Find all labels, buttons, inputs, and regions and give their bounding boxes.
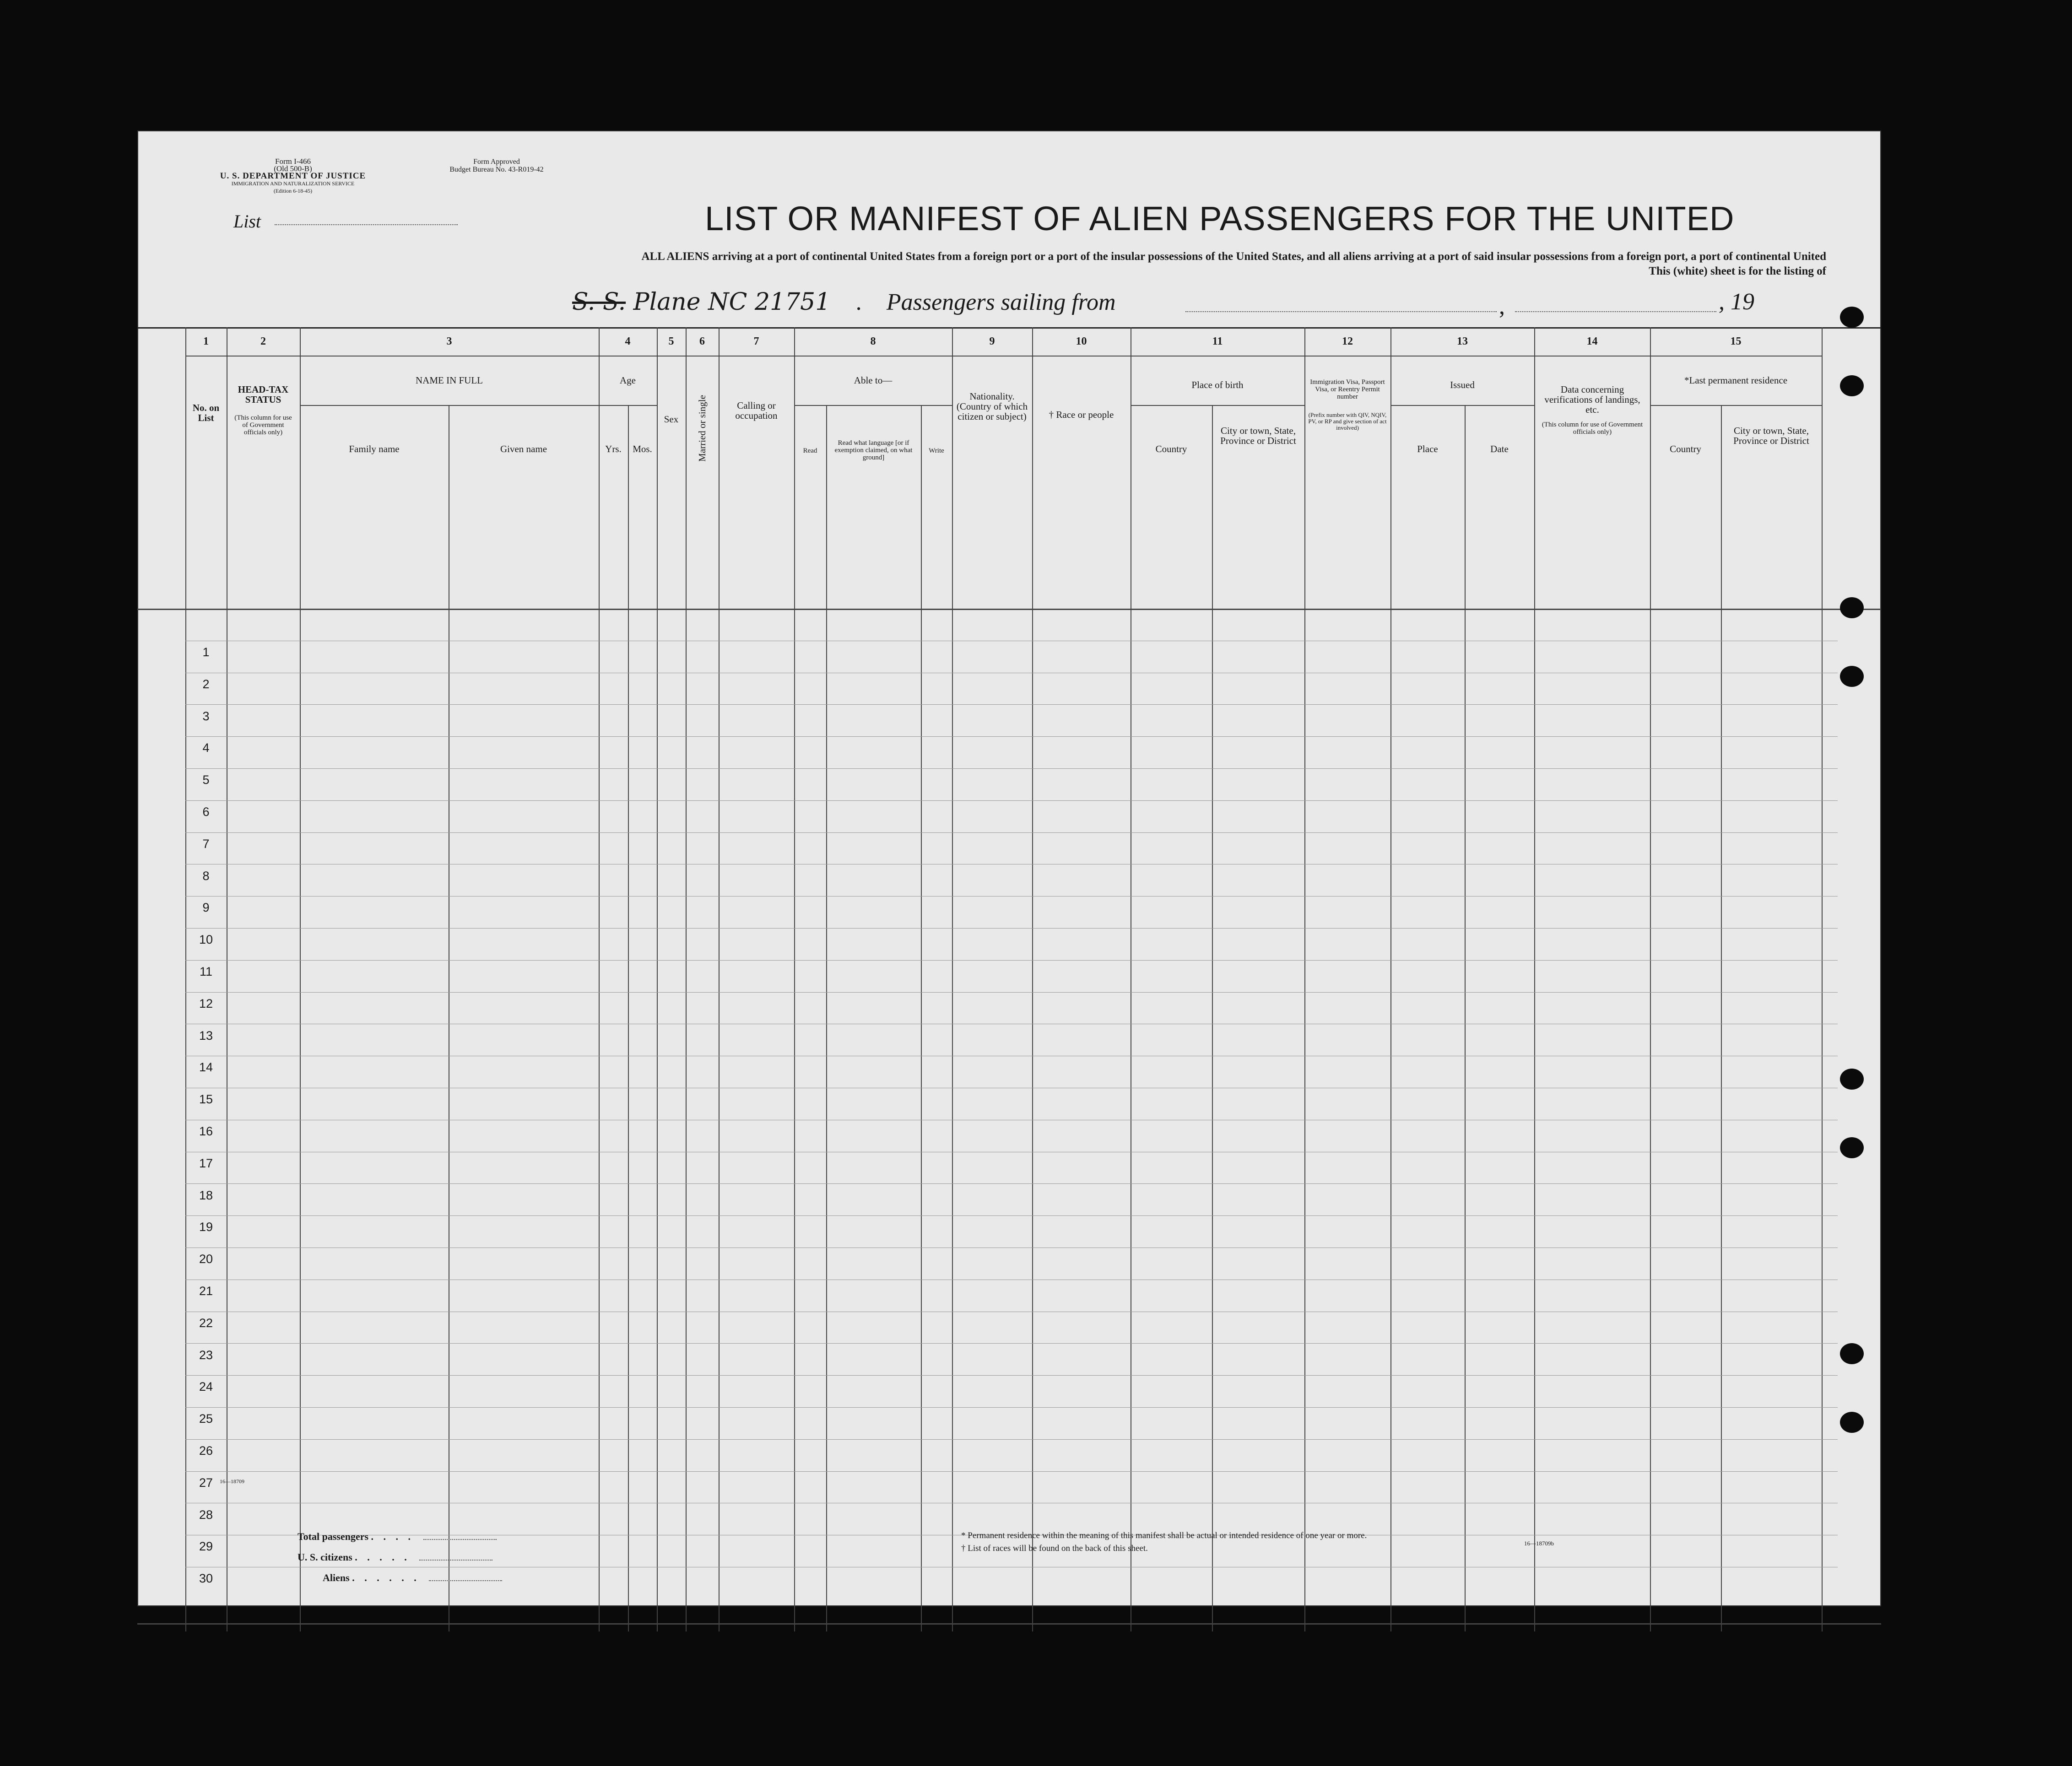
row-number: 23 bbox=[199, 1348, 213, 1362]
total-passengers-blank[interactable] bbox=[423, 1539, 497, 1540]
col-divider bbox=[628, 405, 629, 1631]
hdr-mos: Mos. bbox=[633, 443, 652, 454]
hdr-last-residence: *Last permanent residence bbox=[1684, 375, 1788, 386]
row-line bbox=[185, 1343, 1838, 1344]
row-number: 12 bbox=[199, 996, 213, 1010]
row-line bbox=[185, 832, 1838, 833]
row-line bbox=[185, 960, 1838, 961]
row-number: 15 bbox=[199, 1092, 213, 1107]
hdr-calling: Calling or occupation bbox=[735, 400, 778, 421]
hdr-yrs: Yrs. bbox=[605, 443, 622, 454]
manifest-sheet bbox=[137, 130, 1881, 1606]
us-citizens-line: U. S. citizens . . . . . bbox=[298, 1551, 492, 1563]
col-number-9: 9 bbox=[989, 335, 995, 347]
hdr-read: Read bbox=[803, 447, 817, 454]
hdr-place-of-birth: Place of birth bbox=[1191, 379, 1244, 390]
hdr-issued: Issued bbox=[1450, 379, 1475, 390]
row-line bbox=[185, 1375, 1838, 1376]
hdr-date: Date bbox=[1490, 443, 1509, 454]
row-line bbox=[185, 1183, 1838, 1184]
row-number: 11 bbox=[199, 965, 213, 978]
sailing-date-blank[interactable] bbox=[1515, 311, 1716, 312]
instructions-line-1: ALL ALIENS arriving at a port of continental United States from a foreign port or a port of the insular possessions of the United States, and all aliens arriving at a port of said insular possessions from a foreign port, a port of continental United bbox=[641, 250, 1826, 263]
col-divider bbox=[1650, 327, 1651, 1631]
struck-ss-prefix: S. S. bbox=[572, 288, 626, 316]
sailing-year: , 19 bbox=[1719, 289, 1754, 315]
ship-line bbox=[572, 288, 1116, 316]
subheader-rule bbox=[300, 405, 599, 406]
hdr-visa-note: (Prefix number with QIV, NQIV, PV, or RP and give section of act involved) bbox=[1308, 411, 1387, 431]
permanent-residence-note: * Permanent residence within the meaning of this manifest shall be actual or intended residence of one year or more. bbox=[961, 1531, 1367, 1540]
row-number: 27 bbox=[199, 1475, 213, 1490]
row-number: 16 bbox=[199, 1124, 213, 1138]
row-number: 24 bbox=[199, 1380, 213, 1394]
department-name: U. S. DEPARTMENT OF JUSTICE bbox=[220, 171, 366, 181]
instructions bbox=[476, 249, 1826, 279]
col-number-13: 13 bbox=[1457, 335, 1468, 347]
total-passengers-line: Total passengers . . . . bbox=[298, 1531, 497, 1543]
col-divider bbox=[1032, 327, 1033, 1631]
hdr-no-on-list: No. on List bbox=[192, 402, 220, 423]
col-number-3: 3 bbox=[446, 335, 452, 347]
binder-hole bbox=[1840, 1412, 1864, 1433]
row-number: 26 bbox=[199, 1444, 213, 1458]
row-line bbox=[185, 928, 1838, 929]
col-number-8: 8 bbox=[870, 335, 876, 347]
form-identification bbox=[215, 158, 371, 194]
hdr-family-name: Family name bbox=[349, 443, 400, 454]
col-number-15: 15 bbox=[1730, 335, 1742, 347]
hdr-place: Place bbox=[1417, 443, 1438, 454]
binder-hole bbox=[1840, 597, 1864, 618]
hdr-city: City or town, State, Province or District bbox=[1220, 425, 1296, 446]
col-divider bbox=[1721, 405, 1722, 1631]
hdr-sex: Sex bbox=[664, 414, 679, 425]
col-divider bbox=[921, 405, 922, 1631]
col-divider bbox=[300, 327, 301, 1631]
sailing-port-blank[interactable] bbox=[1185, 311, 1497, 312]
races-note: † List of races will be found on the back of this sheet. bbox=[961, 1544, 1148, 1553]
row-number: 28 bbox=[199, 1507, 213, 1522]
hdr-visa: Immigration Visa, Passport Visa, or Reentry Permit number bbox=[1310, 378, 1385, 400]
row-number: 2 bbox=[202, 677, 210, 691]
col-number-2: 2 bbox=[260, 335, 266, 347]
row-number: 9 bbox=[202, 901, 210, 915]
sailing-label: Passengers sailing from bbox=[886, 289, 1116, 315]
col-number-1: 1 bbox=[203, 335, 209, 347]
row-number: 25 bbox=[199, 1412, 213, 1426]
hdr-lr-city: City or town, State, Province or District bbox=[1733, 425, 1809, 446]
col-divider bbox=[1212, 405, 1213, 1631]
hdr-married: Married or single bbox=[697, 395, 708, 462]
col-divider bbox=[686, 327, 687, 1631]
row-line bbox=[185, 1471, 1838, 1472]
service-name: IMMIGRATION AND NATURALIZATION SERVICE bbox=[231, 180, 355, 187]
form-number: Form I-466 bbox=[275, 157, 311, 166]
budget-number: Budget Bureau No. 43-R019-42 bbox=[449, 166, 544, 173]
hdr-head-tax: HEAD-TAX STATUS bbox=[238, 384, 289, 405]
col-divider bbox=[1822, 327, 1823, 1631]
vessel-period: . bbox=[856, 289, 862, 315]
col-divider bbox=[1390, 327, 1391, 1631]
subheader-rule bbox=[599, 405, 657, 406]
row-number: 7 bbox=[202, 837, 210, 851]
col-divider bbox=[1534, 327, 1535, 1631]
col-divider bbox=[1465, 405, 1466, 1631]
binder-hole bbox=[1840, 307, 1864, 328]
manifest-table bbox=[137, 327, 1881, 1631]
col-divider bbox=[657, 327, 658, 1631]
row-number: 22 bbox=[199, 1316, 213, 1330]
row-line bbox=[185, 1407, 1838, 1408]
hdr-read-what: Read what language [or if exemption claimed, on what ground] bbox=[834, 439, 913, 461]
printer-mark: 16—18709b bbox=[1524, 1540, 1554, 1547]
col-number-4: 4 bbox=[625, 335, 631, 347]
hdr-nationality: Nationality. (Country of which citizen or subject) bbox=[956, 391, 1028, 422]
budget-approval bbox=[430, 158, 563, 173]
hdr-race: † Race or people bbox=[1049, 409, 1114, 420]
form-old-number: (Old 500-B) bbox=[274, 164, 312, 173]
subheader-rule bbox=[1390, 405, 1534, 406]
hdr-lr-country: Country bbox=[1670, 443, 1701, 454]
hdr-write: Write bbox=[929, 447, 944, 454]
row-number: 13 bbox=[199, 1028, 213, 1042]
form-edition: (Edition 6-18-45) bbox=[273, 188, 313, 194]
list-label: List bbox=[233, 211, 261, 232]
us-citizens-label: U. S. citizens bbox=[298, 1551, 352, 1563]
row-line bbox=[185, 1439, 1838, 1440]
aliens-blank[interactable] bbox=[429, 1580, 502, 1581]
row-line bbox=[185, 800, 1838, 801]
subheader-rule bbox=[1131, 405, 1304, 406]
binder-hole bbox=[1840, 1069, 1864, 1090]
col-number-7: 7 bbox=[753, 335, 759, 347]
manifest-title: LIST OR MANIFEST OF ALIEN PASSENGERS FOR THE UNITED bbox=[705, 200, 1735, 238]
list-number-blank[interactable] bbox=[275, 224, 458, 225]
row-number: 19 bbox=[199, 1220, 213, 1234]
row-number: 4 bbox=[202, 741, 210, 755]
hdr-able-to: Able to— bbox=[854, 375, 893, 386]
col-divider bbox=[952, 327, 953, 1631]
total-passengers-label: Total passengers bbox=[298, 1531, 369, 1542]
header-bottom-rule bbox=[137, 609, 1881, 610]
hdr-age: Age bbox=[620, 375, 636, 386]
table-border-left bbox=[185, 327, 186, 1631]
col-number-11: 11 bbox=[1212, 335, 1223, 347]
row-line bbox=[185, 992, 1838, 993]
binder-hole bbox=[1840, 666, 1864, 687]
col-divider bbox=[599, 327, 600, 1631]
row-number: 3 bbox=[202, 709, 210, 723]
col-number-10: 10 bbox=[1076, 335, 1087, 347]
row-number: 1 bbox=[202, 645, 210, 659]
vessel-name: Plane NC 21751 bbox=[633, 288, 831, 316]
row-number: 20 bbox=[199, 1252, 213, 1266]
binder-hole bbox=[1840, 1343, 1864, 1364]
row-line bbox=[185, 1215, 1838, 1216]
row-line bbox=[185, 736, 1838, 737]
row-line bbox=[185, 896, 1838, 897]
col-number-12: 12 bbox=[1342, 335, 1353, 347]
row-number: 14 bbox=[199, 1060, 213, 1075]
vessel-handwritten bbox=[572, 288, 838, 316]
subheader-rule bbox=[794, 405, 952, 406]
row-line bbox=[185, 704, 1838, 705]
aliens-label: Aliens bbox=[323, 1572, 350, 1583]
table-bottom-rule bbox=[137, 1623, 1881, 1625]
instructions-line-2: This (white) sheet is for the listing of bbox=[1649, 265, 1826, 277]
row-number: 17 bbox=[199, 1156, 213, 1170]
col-number-6: 6 bbox=[699, 335, 705, 347]
row-number: 18 bbox=[199, 1188, 213, 1202]
sailing-comma: , bbox=[1499, 293, 1505, 319]
col-divider bbox=[826, 405, 827, 1631]
hdr-name-in-full: NAME IN FULL bbox=[416, 375, 483, 386]
hdr-country: Country bbox=[1155, 443, 1187, 454]
row-number: 10 bbox=[199, 933, 213, 947]
col-number-5: 5 bbox=[668, 335, 674, 347]
row-number: 8 bbox=[202, 869, 210, 883]
row-number: 5 bbox=[202, 773, 210, 787]
us-citizens-blank[interactable] bbox=[419, 1560, 492, 1561]
aliens-line: Aliens . . . . . . bbox=[323, 1572, 502, 1584]
hdr-head-tax-note: (This column for use of Government officials only) bbox=[234, 414, 292, 436]
hdr-data-concerning: Data concerning verifications of landings, etc. bbox=[1544, 384, 1640, 415]
row-number: 29 bbox=[199, 1539, 213, 1554]
approval-text: Form Approved bbox=[473, 158, 520, 166]
row-number: 6 bbox=[202, 805, 210, 819]
col-divider bbox=[719, 327, 720, 1631]
row-number: 21 bbox=[199, 1284, 213, 1298]
row-line bbox=[185, 768, 1838, 769]
code-mark: 16—18709 bbox=[220, 1478, 244, 1485]
hdr-given-name: Given name bbox=[500, 443, 547, 454]
col-number-14: 14 bbox=[1586, 335, 1598, 347]
subheader-rule bbox=[1650, 405, 1822, 406]
col-divider bbox=[794, 327, 795, 1631]
hdr-data-note: (This column for use of Government officials only) bbox=[1542, 421, 1643, 436]
binder-hole bbox=[1840, 1137, 1864, 1158]
binder-hole bbox=[1840, 375, 1864, 396]
col-divider bbox=[1304, 327, 1305, 1631]
row-number: 30 bbox=[199, 1572, 213, 1586]
